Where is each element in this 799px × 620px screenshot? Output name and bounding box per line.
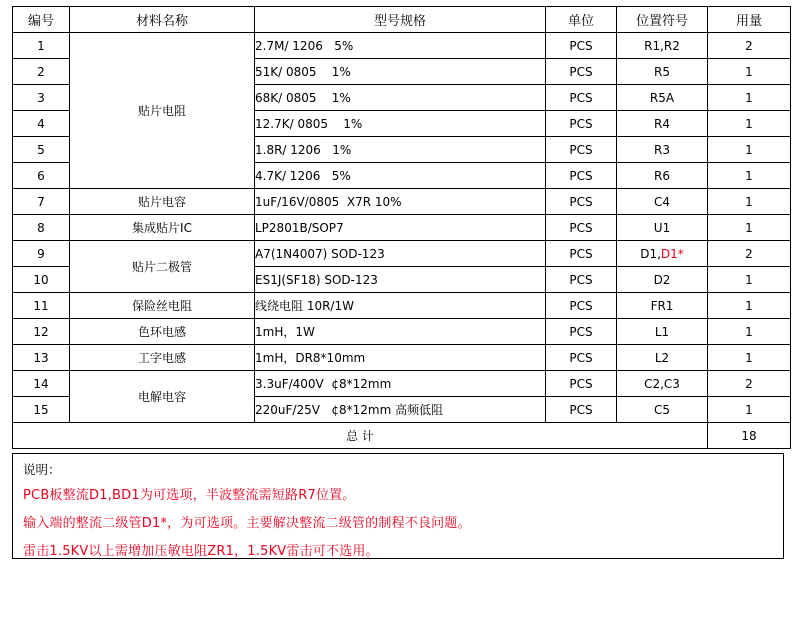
cell-no: 14 [13,371,70,397]
cell-no: 8 [13,215,70,241]
cell-ref: L2 [617,345,708,371]
cell-no: 7 [13,189,70,215]
cell-spec: 12.7K/ 0805 1% [255,111,546,137]
cell-ref: R4 [617,111,708,137]
cell-qty: 1 [708,189,791,215]
cell-ref: R5 [617,59,708,85]
header-row [13,7,791,33]
notes-box [12,453,784,559]
cell-name-group-diode: 贴片二极管 [70,241,255,293]
cell-spec: 4.7K/ 1206 5% [255,163,546,189]
cell-ref: L1 [617,319,708,345]
cell-qty: 1 [708,137,791,163]
table-total-row [13,423,791,449]
table-row [13,33,791,59]
cell-no: 5 [13,137,70,163]
cell-unit: PCS [546,397,617,423]
cell-spec: 51K/ 0805 1% [255,59,546,85]
cell-spec: 1mH，DR8*10mm [255,345,546,371]
total-qty: 18 [708,423,791,449]
cell-name: 保险丝电阻 [70,293,255,319]
cell-ref: FR1 [617,293,708,319]
table-body [13,33,791,449]
cell-spec: 3.3uF/400V ¢8*12mm [255,371,546,397]
cell-unit: PCS [546,59,617,85]
cell-ref: C2,C3 [617,371,708,397]
cell-qty: 1 [708,59,791,85]
cell-unit: PCS [546,345,617,371]
cell-unit: PCS [546,371,617,397]
ref-text-optional: D1* [660,246,684,261]
cell-spec: 1mH，1W [255,319,546,345]
bom-sheet [0,6,799,620]
cell-ref [617,241,708,267]
cell-no: 3 [13,85,70,111]
note-line-1: PCB板整流D1,BD1为可选项，半波整流需短路R7位置。 [23,488,356,503]
header-cell-ref: 位置符号 [617,7,708,33]
cell-qty: 1 [708,319,791,345]
cell-ref: C5 [617,397,708,423]
cell-unit: PCS [546,111,617,137]
cell-unit: PCS [546,215,617,241]
cell-ref: R6 [617,163,708,189]
cell-name: 工字电感 [70,345,255,371]
cell-name: 集成贴片IC [70,215,255,241]
cell-no: 15 [13,397,70,423]
cell-qty: 1 [708,345,791,371]
cell-spec: LP2801B/SOP7 [255,215,546,241]
cell-qty: 2 [708,33,791,59]
cell-ref: C4 [617,189,708,215]
header-cell-name: 材料名称 [70,7,255,33]
cell-unit: PCS [546,33,617,59]
cell-spec: 1uF/16V/0805 X7R 10% [255,189,546,215]
cell-name: 色环电感 [70,319,255,345]
cell-spec: 线绕电阻 10R/1W [255,293,546,319]
cell-spec: 68K/ 0805 1% [255,85,546,111]
cell-qty: 1 [708,163,791,189]
table-row [13,241,791,267]
cell-no: 4 [13,111,70,137]
header-cell-qty: 用量 [708,7,791,33]
cell-no: 2 [13,59,70,85]
cell-ref: R1,R2 [617,33,708,59]
notes-title: 说明： [23,462,61,477]
cell-qty: 1 [708,111,791,137]
cell-ref: D2 [617,267,708,293]
cell-unit: PCS [546,241,617,267]
table-row [13,319,791,345]
cell-name: 贴片电容 [70,189,255,215]
cell-no: 1 [13,33,70,59]
cell-name-group-resistor: 贴片电阻 [70,33,255,189]
cell-no: 6 [13,163,70,189]
cell-no: 9 [13,241,70,267]
cell-unit: PCS [546,267,617,293]
cell-spec: ES1J(SF18) SOD-123 [255,267,546,293]
cell-ref: R5A [617,85,708,111]
total-label: 总 计 [13,423,708,449]
cell-qty: 1 [708,267,791,293]
cell-qty: 2 [708,241,791,267]
cell-qty: 1 [708,215,791,241]
note-line-2: 输入端的整流二级管D1*，为可选项。主要解决整流二级管的制程不良问题。 [23,516,471,531]
table-row [13,189,791,215]
table-row [13,293,791,319]
cell-name-group-ecap: 电解电容 [70,371,255,423]
cell-unit: PCS [546,137,617,163]
cell-unit: PCS [546,189,617,215]
cell-spec: 220uF/25V ¢8*12mm 高频低阻 [255,397,546,423]
note-line-3: 雷击1.5KV以上需增加压敏电阻ZR1，1.5KV雷击可不选用。 [23,544,379,559]
cell-spec: A7(1N4007) SOD-123 [255,241,546,267]
cell-unit: PCS [546,293,617,319]
cell-spec: 1.8R/ 1206 1% [255,137,546,163]
cell-qty: 1 [708,293,791,319]
cell-spec: 2.7M/ 1206 5% [255,33,546,59]
header-cell-spec: 型号规格 [255,7,546,33]
cell-ref: U1 [617,215,708,241]
ref-text: D1, [640,246,661,261]
table-row [13,371,791,397]
cell-qty: 1 [708,85,791,111]
cell-qty: 2 [708,371,791,397]
cell-no: 11 [13,293,70,319]
cell-qty: 1 [708,397,791,423]
cell-unit: PCS [546,85,617,111]
cell-unit: PCS [546,163,617,189]
table-header [13,7,791,33]
header-cell-no: 编号 [13,7,70,33]
cell-no: 12 [13,319,70,345]
table-row [13,215,791,241]
cell-no: 10 [13,267,70,293]
cell-no: 13 [13,345,70,371]
header-cell-unit: 单位 [546,7,617,33]
table-row [13,345,791,371]
cell-ref: R3 [617,137,708,163]
bom-table [12,6,791,449]
cell-unit: PCS [546,319,617,345]
